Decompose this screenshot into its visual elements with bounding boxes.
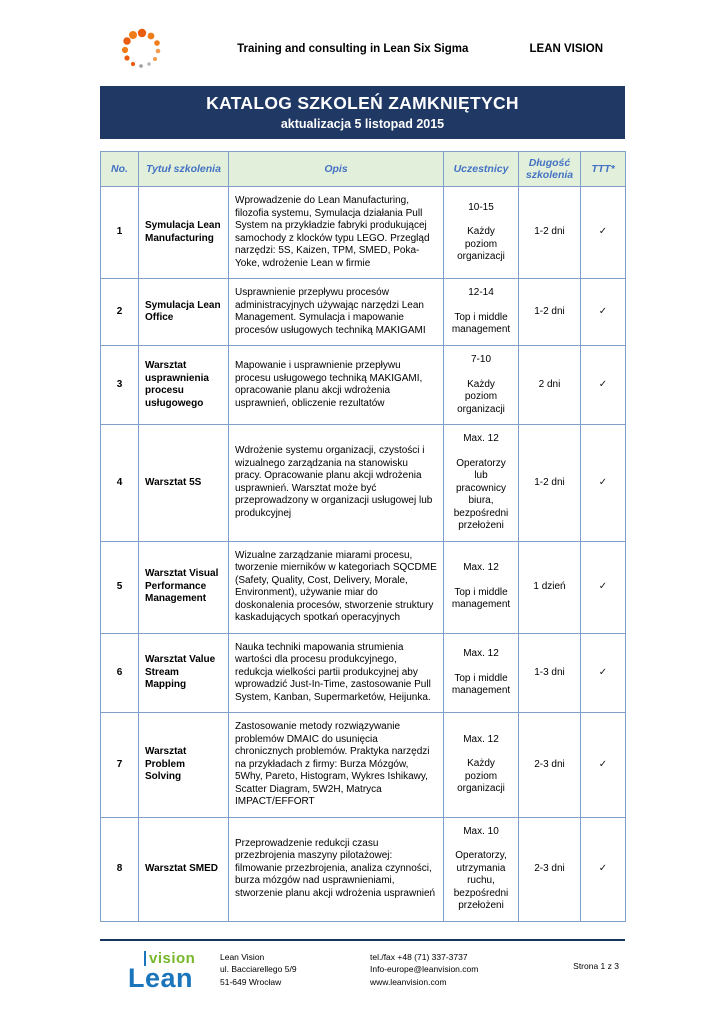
table-row <box>101 817 626 921</box>
footer-website: www.leanvision.com <box>370 976 447 987</box>
footer-address <box>220 951 370 988</box>
course-description: Wdrożenie systemu organizacji, czystości i wizualnego zarządzania na stanowisku pracy. Opracowanie planu akcji wdrożenia usprawnień. Warsztat może być przeprowadzony w organizacji usługowej lub produkcyjnej <box>229 425 444 542</box>
course-duration: 2 dni <box>519 346 581 425</box>
course-participants: 10-15 Każdy poziom organizacji <box>444 187 519 279</box>
course-number: 8 <box>101 817 139 921</box>
course-title: Symulacja Lean Manufacturing <box>139 187 229 279</box>
course-description: Wizualne zarządzanie miarami procesu, tworzenie mierników w kategoriach SQCDME (Safety, Quality, Cost, Delivery, Morale, Environment), używanie miar do doskonalenia procesów, stworzenie struktury kaskadujących spotkań operacyjnych <box>229 541 444 633</box>
ttt-check-icon: ✓ <box>581 425 626 542</box>
course-description: Usprawnienie przepływu procesów administracyjnych używając narzędzi Lean Management. Symulacja i mapowanie procesów usługowych techniką MAKIGAMI <box>229 279 444 346</box>
course-title: Warsztat Visual Performance Management <box>139 541 229 633</box>
table-header-row <box>101 152 626 187</box>
course-title: Warsztat Value Stream Mapping <box>139 633 229 713</box>
course-table-body <box>101 187 626 922</box>
footer-contact <box>370 951 535 988</box>
course-participants: 12-14 Top i middle management <box>444 279 519 346</box>
course-title: Warsztat usprawnienia procesu usługowego <box>139 346 229 425</box>
course-participants: 7-10 Każdy poziom organizacji <box>444 346 519 425</box>
course-number: 4 <box>101 425 139 542</box>
course-participants: Max. 12 Operatorzy lub pracownicy biura, bezpośredni przełożeni <box>444 425 519 542</box>
course-participants: Max. 12 Top i middle management <box>444 541 519 633</box>
course-title: Warsztat 5S <box>139 425 229 542</box>
course-duration: 1-3 dni <box>519 633 581 713</box>
footer-email: Info-europe@leanvision.com <box>370 964 479 975</box>
table-row <box>101 713 626 818</box>
course-description: Przeprowadzenie redukcji czasu przezbrojenia maszyny pilotażowej: filmowanie przezbrojenia, analiza czynności, burza mózgów nad usprawnieniami, stworzenie planu akcji wdrożenia usprawnień <box>229 817 444 921</box>
course-participants: Max. 12 Każdy poziom organizacji <box>444 713 519 818</box>
ttt-check-icon: ✓ <box>581 633 626 713</box>
course-number: 6 <box>101 633 139 713</box>
course-number: 7 <box>101 713 139 818</box>
ttt-check-icon: ✓ <box>581 187 626 279</box>
course-description: Mapowanie i usprawnienie przepływu procesu usługowego techniką MAKIGAMI, opracowanie planu akcji wdrożenia usprawnień, obliczenie rezultatów <box>229 346 444 425</box>
course-number: 1 <box>101 187 139 279</box>
course-number: 5 <box>101 541 139 633</box>
footer-street: ul. Bacciarellego 5/9 <box>220 964 297 975</box>
header-brand: LEAN VISION <box>529 43 603 55</box>
page-number: Strona 1 z 3 <box>573 961 619 972</box>
table-row <box>101 346 626 425</box>
course-title: Symulacja Lean Office <box>139 279 229 346</box>
ttt-check-icon: ✓ <box>581 541 626 633</box>
page-subtitle: aktualizacja 5 listopad 2015 <box>280 117 445 131</box>
table-row <box>101 425 626 542</box>
column-header-participants: Uczestnicy <box>444 152 519 187</box>
page-footer <box>0 939 725 1024</box>
course-description: Zastosowanie metody rozwiązywanie problemów DMAIC do usunięcia chronicznych problemów. Praktyka narzędzi na przykładach z firmy: Burza Mózgów, 5Why, Pareto, Histogram, Wykres Ishikawy, Scatter Diagram, 5W2H, Matryca IMPACT/EFFORT <box>229 713 444 818</box>
ttt-check-icon: ✓ <box>581 346 626 425</box>
course-description: Nauka techniki mapowania strumienia wartości dla procesu produkcyjnego, redukcja wielkości partii produkcyjnej aby wprowadzić Just-In-Time, zastosowanie Pull System, Kanban, Supermarketów, Heijunka. <box>229 633 444 713</box>
lean-vision-swirl-logo-icon <box>118 26 166 72</box>
footer-divider <box>100 939 625 941</box>
course-number: 2 <box>101 279 139 346</box>
column-header-duration: Długość szkolenia <box>519 152 581 187</box>
footer-phone: tel./fax +48 (71) 337-3737 <box>370 952 468 963</box>
course-duration: 1-2 dni <box>519 425 581 542</box>
course-participants: Max. 10 Operatorzy, utrzymania ruchu, bezpośredni przełożeni <box>444 817 519 921</box>
column-header-title: Tytuł szkolenia <box>139 152 229 187</box>
logo-text-lean: Lean <box>128 963 194 994</box>
title-banner <box>100 86 625 139</box>
ttt-check-icon: ✓ <box>581 817 626 921</box>
ttt-check-icon: ✓ <box>581 279 626 346</box>
course-title: Warsztat Problem Solving <box>139 713 229 818</box>
course-title: Warsztat SMED <box>139 817 229 921</box>
course-table <box>100 151 626 922</box>
course-number: 3 <box>101 346 139 425</box>
logo-text-vision: vision <box>144 951 195 966</box>
column-header-no: No. <box>101 152 139 187</box>
page-header <box>0 0 725 72</box>
table-row <box>101 279 626 346</box>
ttt-check-icon: ✓ <box>581 713 626 818</box>
course-duration: 1 dzień <box>519 541 581 633</box>
course-description: Wprowadzenie do Lean Manufacturing, filozofia systemu, Symulacja działania Pull System na przykładzie fabryki produkującej samochody z klocków typu LEGO. Przegląd narzędzi: 5S, Kaizen, TPM, SMED, Poka-Yoke, wdrożenie Lean w firmie <box>229 187 444 279</box>
footer-city: 51-649 Wrocław <box>220 976 282 987</box>
course-duration: 1-2 dni <box>519 187 581 279</box>
lean-vision-logo <box>100 950 220 994</box>
table-row <box>101 187 626 279</box>
course-table-wrapper <box>100 151 625 922</box>
column-header-ttt: TTT* <box>581 152 626 187</box>
course-duration: 2-3 dni <box>519 817 581 921</box>
course-duration: 1-2 dni <box>519 279 581 346</box>
course-participants: Max. 12 Top i middle management <box>444 633 519 713</box>
column-header-description: Opis <box>229 152 444 187</box>
header-tagline: Training and consulting in Lean Six Sigma <box>237 43 469 55</box>
table-row <box>101 633 626 713</box>
footer-company-name: Lean Vision <box>220 952 265 963</box>
table-row <box>101 541 626 633</box>
course-duration: 2-3 dni <box>519 713 581 818</box>
page-title: KATALOG SZKOLEŃ ZAMKNIĘTYCH <box>206 93 519 113</box>
